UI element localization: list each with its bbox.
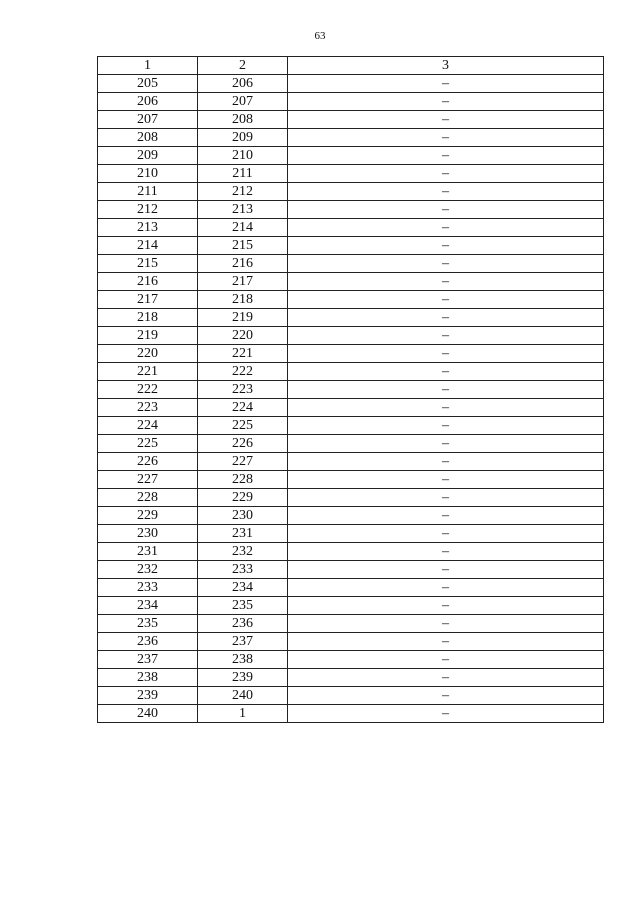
table-row: [98, 399, 604, 417]
table-cell-col-3: –: [288, 579, 604, 597]
table-cell-col-3: –: [288, 327, 604, 345]
table-cell-col-1: 233: [98, 579, 198, 597]
page-number: 63: [314, 30, 326, 42]
table-row: [98, 345, 604, 363]
table-cell-col-1: 234: [98, 597, 198, 615]
table-cell-col-2: 232: [198, 543, 288, 561]
table-cell-col-1: 235: [98, 615, 198, 633]
table-cell-col-1: 230: [98, 525, 198, 543]
table-cell-col-2: 213: [198, 201, 288, 219]
table-cell-col-1: 229: [98, 507, 198, 525]
table-cell-col-3: –: [288, 525, 604, 543]
table-cell-col-3: –: [288, 453, 604, 471]
table-cell-col-2: 1: [198, 705, 288, 723]
table-cell-col-2: 212: [198, 183, 288, 201]
table-row: [98, 237, 604, 255]
table-cell-col-1: 238: [98, 669, 198, 687]
table-cell-col-3: –: [288, 201, 604, 219]
table-cell-col-3: –: [288, 381, 604, 399]
table-cell-col-2: 230: [198, 507, 288, 525]
table-cell-col-3: –: [288, 363, 604, 381]
table-row: [98, 651, 604, 669]
table-cell-col-2: 233: [198, 561, 288, 579]
table-cell-col-3: –: [288, 273, 604, 291]
table-cell-col-1: 209: [98, 147, 198, 165]
table-cell-col-2: 211: [198, 165, 288, 183]
table-cell-col-3: –: [288, 615, 604, 633]
table-row: [98, 471, 604, 489]
table-cell-col-2: 227: [198, 453, 288, 471]
table-cell-col-2: 223: [198, 381, 288, 399]
table-row: [98, 669, 604, 687]
table-cell-col-3: –: [288, 669, 604, 687]
table-row: [98, 417, 604, 435]
table-cell-col-1: 218: [98, 309, 198, 327]
table-cell-col-1: 226: [98, 453, 198, 471]
table-cell-col-3: –: [288, 129, 604, 147]
table-cell-col-2: 221: [198, 345, 288, 363]
table-cell-col-2: 231: [198, 525, 288, 543]
table-row: [98, 93, 604, 111]
table-cell-col-3: –: [288, 111, 604, 129]
table-cell-col-1: 236: [98, 633, 198, 651]
table-cell-col-1: 223: [98, 399, 198, 417]
table-row: [98, 291, 604, 309]
column-header-2: 2: [198, 57, 288, 75]
table-cell-col-3: –: [288, 651, 604, 669]
table-cell-col-2: 224: [198, 399, 288, 417]
table-cell-col-1: 240: [98, 705, 198, 723]
table-row: [98, 75, 604, 93]
table-cell-col-3: –: [288, 417, 604, 435]
table-cell-col-1: 207: [98, 111, 198, 129]
table-cell-col-3: –: [288, 75, 604, 93]
table-cell-col-1: 217: [98, 291, 198, 309]
table-cell-col-2: 217: [198, 273, 288, 291]
table-cell-col-3: –: [288, 219, 604, 237]
table-row: [98, 615, 604, 633]
table-cell-col-3: –: [288, 435, 604, 453]
table-cell-col-1: 216: [98, 273, 198, 291]
table-row: [98, 435, 604, 453]
table-cell-col-1: 228: [98, 489, 198, 507]
table-cell-col-1: 222: [98, 381, 198, 399]
table-cell-col-1: 220: [98, 345, 198, 363]
table-row: [98, 255, 604, 273]
table-cell-col-2: 206: [198, 75, 288, 93]
table-cell-col-1: 213: [98, 219, 198, 237]
table-cell-col-1: 227: [98, 471, 198, 489]
table-cell-col-3: –: [288, 705, 604, 723]
table-cell-col-2: 216: [198, 255, 288, 273]
table-row: [98, 381, 604, 399]
table-row: [98, 543, 604, 561]
table-cell-col-3: –: [288, 507, 604, 525]
table-cell-col-3: –: [288, 399, 604, 417]
table-row: [98, 489, 604, 507]
table-cell-col-1: 214: [98, 237, 198, 255]
table-cell-col-2: 215: [198, 237, 288, 255]
table-cell-col-3: –: [288, 687, 604, 705]
table-cell-col-3: –: [288, 489, 604, 507]
table-cell-col-1: 212: [98, 201, 198, 219]
table-cell-col-3: –: [288, 471, 604, 489]
table-cell-col-2: 228: [198, 471, 288, 489]
table-header: [98, 57, 604, 75]
table-cell-col-1: 219: [98, 327, 198, 345]
table-row: [98, 219, 604, 237]
table-cell-col-2: 209: [198, 129, 288, 147]
table-row: [98, 183, 604, 201]
table-cell-col-2: 218: [198, 291, 288, 309]
table-row: [98, 165, 604, 183]
table-row: [98, 129, 604, 147]
table-cell-col-1: 210: [98, 165, 198, 183]
table-cell-col-1: 237: [98, 651, 198, 669]
table-cell-col-1: 215: [98, 255, 198, 273]
data-table: [97, 56, 604, 723]
table-cell-col-2: 239: [198, 669, 288, 687]
table-row: [98, 327, 604, 345]
table-row: [98, 687, 604, 705]
table-row: [98, 363, 604, 381]
table-cell-col-3: –: [288, 147, 604, 165]
table-row: [98, 633, 604, 651]
header-row: [98, 57, 604, 75]
table-cell-col-2: 237: [198, 633, 288, 651]
table-cell-col-3: –: [288, 183, 604, 201]
table-body: [98, 75, 604, 723]
table-cell-col-3: –: [288, 309, 604, 327]
table-row: [98, 525, 604, 543]
table-cell-col-2: 238: [198, 651, 288, 669]
table-cell-col-3: –: [288, 237, 604, 255]
table-cell-col-3: –: [288, 543, 604, 561]
table-cell-col-2: 225: [198, 417, 288, 435]
table-row: [98, 705, 604, 723]
table-cell-col-1: 224: [98, 417, 198, 435]
table-row: [98, 309, 604, 327]
table-cell-col-3: –: [288, 291, 604, 309]
table-row: [98, 201, 604, 219]
table-cell-col-2: 207: [198, 93, 288, 111]
table-cell-col-1: 205: [98, 75, 198, 93]
table-cell-col-3: –: [288, 633, 604, 651]
table-cell-col-3: –: [288, 165, 604, 183]
table-row: [98, 111, 604, 129]
table-cell-col-2: 222: [198, 363, 288, 381]
table-cell-col-2: 240: [198, 687, 288, 705]
table-cell-col-2: 219: [198, 309, 288, 327]
table-row: [98, 579, 604, 597]
table-row: [98, 561, 604, 579]
table-cell-col-3: –: [288, 561, 604, 579]
table-cell-col-2: 226: [198, 435, 288, 453]
column-header-3: 3: [288, 57, 604, 75]
table-cell-col-2: 210: [198, 147, 288, 165]
table-cell-col-1: 221: [98, 363, 198, 381]
table-cell-col-1: 211: [98, 183, 198, 201]
table-cell-col-2: 208: [198, 111, 288, 129]
table-cell-col-1: 231: [98, 543, 198, 561]
table-cell-col-3: –: [288, 93, 604, 111]
table-cell-col-2: 236: [198, 615, 288, 633]
table-cell-col-3: –: [288, 597, 604, 615]
table-row: [98, 147, 604, 165]
table-cell-col-1: 208: [98, 129, 198, 147]
table-cell-col-3: –: [288, 345, 604, 363]
table-cell-col-2: 214: [198, 219, 288, 237]
table-row: [98, 273, 604, 291]
table-row: [98, 507, 604, 525]
table-row: [98, 453, 604, 471]
table-row: [98, 597, 604, 615]
table-cell-col-2: 220: [198, 327, 288, 345]
table-cell-col-2: 229: [198, 489, 288, 507]
column-header-1: 1: [98, 57, 198, 75]
table-cell-col-2: 234: [198, 579, 288, 597]
table-cell-col-3: –: [288, 255, 604, 273]
table-cell-col-1: 225: [98, 435, 198, 453]
table-cell-col-1: 206: [98, 93, 198, 111]
table-cell-col-1: 232: [98, 561, 198, 579]
table-cell-col-1: 239: [98, 687, 198, 705]
table-cell-col-2: 235: [198, 597, 288, 615]
